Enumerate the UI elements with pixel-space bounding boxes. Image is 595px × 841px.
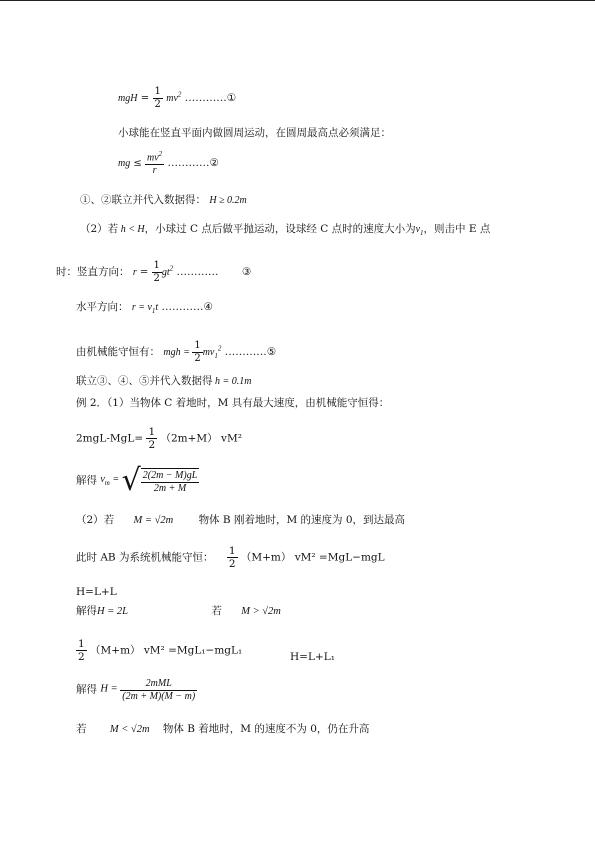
formula-energy: mgH — [118, 93, 138, 104]
example-2-heading: 例 2．（1）当物体 C 着地时，M 具有最大速度，由机械能守恒得： — [76, 397, 390, 409]
square-root: √ $\frac{2(2m - M)gL}{2m + M}$ — [121, 463, 198, 498]
formula-result: H ≥ 0.2m — [209, 195, 247, 206]
paragraph-line-18: 解得 H = $\frac{\text{2mML}}{(2m + M)(M - m)}$ — [76, 678, 196, 702]
equation-number-5: ⑤ — [266, 346, 277, 358]
paragraph-line-17-right: H=L+L₁ — [290, 651, 335, 663]
equation-line-1: mgH = $\frac{1}{2}$ $mv^2$ …………① — [118, 86, 237, 110]
paragraph-line-17: $\frac{1}{2}$ （M+m） vM² =MgL₁−mgL₁ — [78, 638, 243, 664]
equation-number-2: ② — [209, 157, 219, 170]
leader-dots: ………… — [167, 157, 210, 170]
top-border — [0, 0, 595, 1]
paragraph-line-8: 由机械能守恒有： mgh = $\frac{1}{2}$ $mv_1^2$ …………⑤ — [76, 340, 277, 364]
paragraph-line-14: 此时 AB 为系统机械能守恒： $\frac{1}{2}$ （M+m） vM² =MgL−mgL — [76, 545, 385, 571]
text: ①、②联立并代入数据得： — [80, 194, 206, 206]
paragraph-line-12: 解得 $v_m$ = √ $\frac{2(2m - M)gL}{2m + M}$ — [76, 463, 198, 498]
paragraph-line-15: H=L+L — [76, 586, 117, 598]
paragraph-line-5: （2）若 h < H，小球过 C 点后做平抛运动，设球经 C 点时的速度大小为$v_1$，则击中 E 点 — [80, 223, 491, 237]
equation-number-3: ③ — [241, 266, 252, 278]
equation-number-4: ④ — [203, 301, 213, 313]
equation-number-1: ① — [226, 92, 237, 104]
paragraph-line-6: 时：竖直方向： r = $\frac{1}{2}$ $gt^2$ ………… ③ — [56, 260, 252, 284]
equation-line-3: mg ≤ $\frac{mv^2}{r}$ …………② — [118, 150, 219, 176]
paragraph-line-2: 小球能在竖直平面内做圆周运动，在圆周最高点必须满足： — [118, 127, 391, 139]
paragraph-line-19: 若 M < √2m 物体 B 着地时，M 的速度不为 0，仍在升高 — [76, 723, 370, 735]
leader-dots: ………… — [184, 92, 227, 104]
paragraph-line-9: 联立③、④、⑤并代入数据得 h = 0.1m — [76, 375, 252, 387]
paragraph-line-16: 解得H = 2L 若 M > √2m — [76, 605, 281, 617]
fraction-half: $\frac{1}{2}$ — [154, 86, 161, 110]
paragraph-line-11: 2mgL-MgL= $\frac{1}{2}$ （2m+M） vM² — [76, 426, 242, 452]
paragraph-line-13: （2）若 M = √2m 物体 B 刚着地时，M 的速度为 0，到达最高 — [76, 514, 406, 526]
paragraph-line-4 — [80, 194, 247, 207]
paragraph-line-7: 水平方向： $r = v_1t$ …………④ — [76, 301, 213, 315]
